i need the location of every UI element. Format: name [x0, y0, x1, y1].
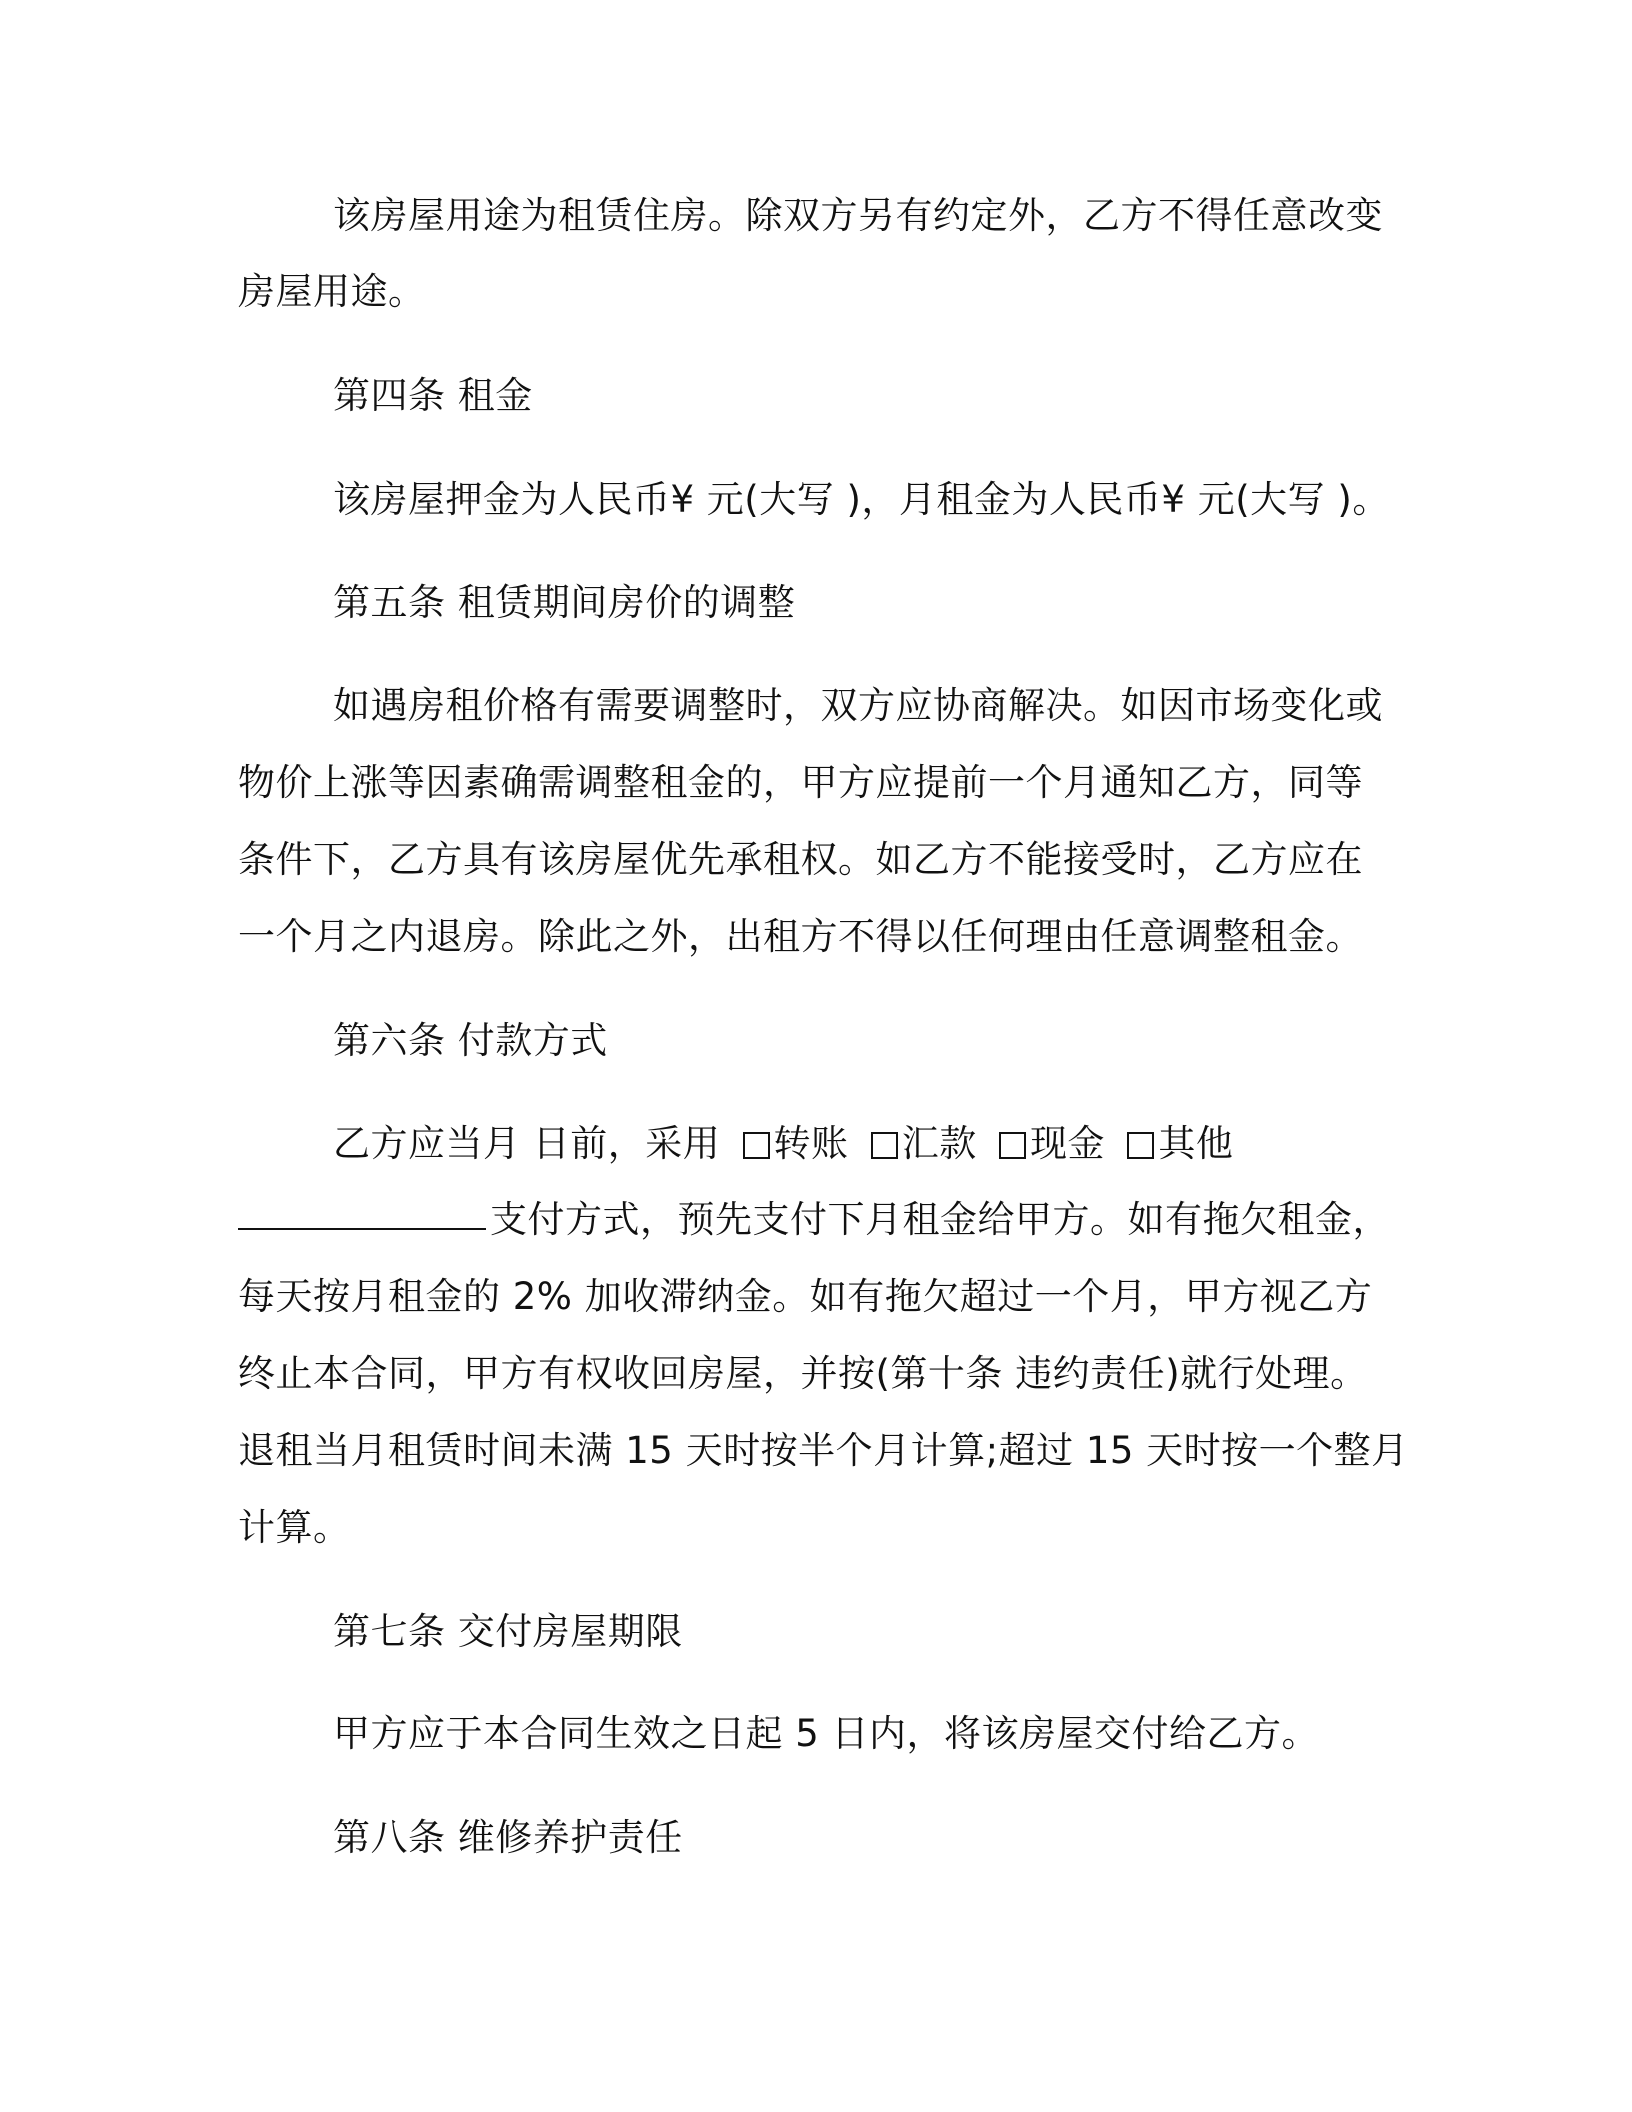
- paragraph-usage-line-2: 房屋用途。: [238, 270, 426, 313]
- payment-method-blank[interactable]: [238, 1194, 486, 1230]
- checkbox-other[interactable]: [1127, 1132, 1154, 1159]
- paragraph-payment-line-2: [238, 1194, 1398, 1246]
- checkbox-cash[interactable]: [999, 1132, 1026, 1159]
- payment-line-2-text: 支付方式，预先支付下月租金给甲方。如有拖欠租金，: [490, 1198, 1390, 1241]
- payment-option-remit-label: 汇款: [901, 1122, 977, 1165]
- paragraph-adjust-line-3: 条件下，乙方具有该房屋优先承租权。如乙方不能接受时，乙方应在: [238, 838, 1363, 881]
- paragraph-payment-line-5: 退租当月租赁时间未满 15 天时按半个月计算;超过 15 天时按一个整月: [238, 1429, 1409, 1472]
- paragraph-payment-line-1: [333, 1118, 1398, 1170]
- checkbox-transfer[interactable]: [743, 1132, 770, 1159]
- paragraph-adjust-line-4: 一个月之内退房。除此之外，出租方不得以任何理由任意调整租金。: [238, 915, 1363, 958]
- payment-option-other[interactable]: [1117, 1118, 1233, 1170]
- paragraph-adjust-line-1: 如遇房租价格有需要调整时，双方应协商解决。如因市场变化或: [333, 684, 1383, 727]
- heading-article-6: 第六条 付款方式: [333, 1019, 608, 1062]
- payment-option-cash-label: 现金: [1030, 1122, 1106, 1165]
- paragraph-payment-line-4: 终止本合同，甲方有权收回房屋，并按(第十条 违约责任)就行处理。: [238, 1352, 1368, 1395]
- heading-article-8: 第八条 维修养护责任: [333, 1816, 683, 1859]
- paragraph-adjust-line-2: 物价上涨等因素确需调整租金的，甲方应提前一个月通知乙方，同等: [238, 761, 1363, 804]
- payment-line-1-text: 乙方应当月 日前，采用: [333, 1122, 721, 1165]
- payment-option-cash[interactable]: [989, 1118, 1105, 1170]
- checkbox-remit[interactable]: [871, 1132, 898, 1159]
- paragraph-rent: 该房屋押金为人民币¥ 元(大写 )，月租金为人民币¥ 元(大写 )。: [333, 478, 1390, 521]
- paragraph-payment-line-3: 每天按月租金的 2% 加收滞纳金。如有拖欠超过一个月，甲方视乙方: [238, 1275, 1373, 1318]
- paragraph-usage-line-1: 该房屋用途为租赁住房。除双方另有约定外，乙方不得任意改变: [333, 194, 1383, 237]
- payment-option-other-label: 其他: [1158, 1122, 1234, 1165]
- heading-article-4: 第四条 租金: [333, 374, 533, 417]
- paragraph-delivery: 甲方应于本合同生效之日起 5 日内，将该房屋交付给乙方。: [333, 1712, 1320, 1755]
- paragraph-payment-line-6: 计算。: [238, 1506, 351, 1549]
- payment-option-transfer[interactable]: [733, 1118, 849, 1170]
- payment-option-transfer-label: 转账: [773, 1122, 849, 1165]
- payment-option-remit[interactable]: [861, 1118, 977, 1170]
- heading-article-5: 第五条 租赁期间房价的调整: [333, 581, 796, 624]
- heading-article-7: 第七条 交付房屋期限: [333, 1610, 683, 1653]
